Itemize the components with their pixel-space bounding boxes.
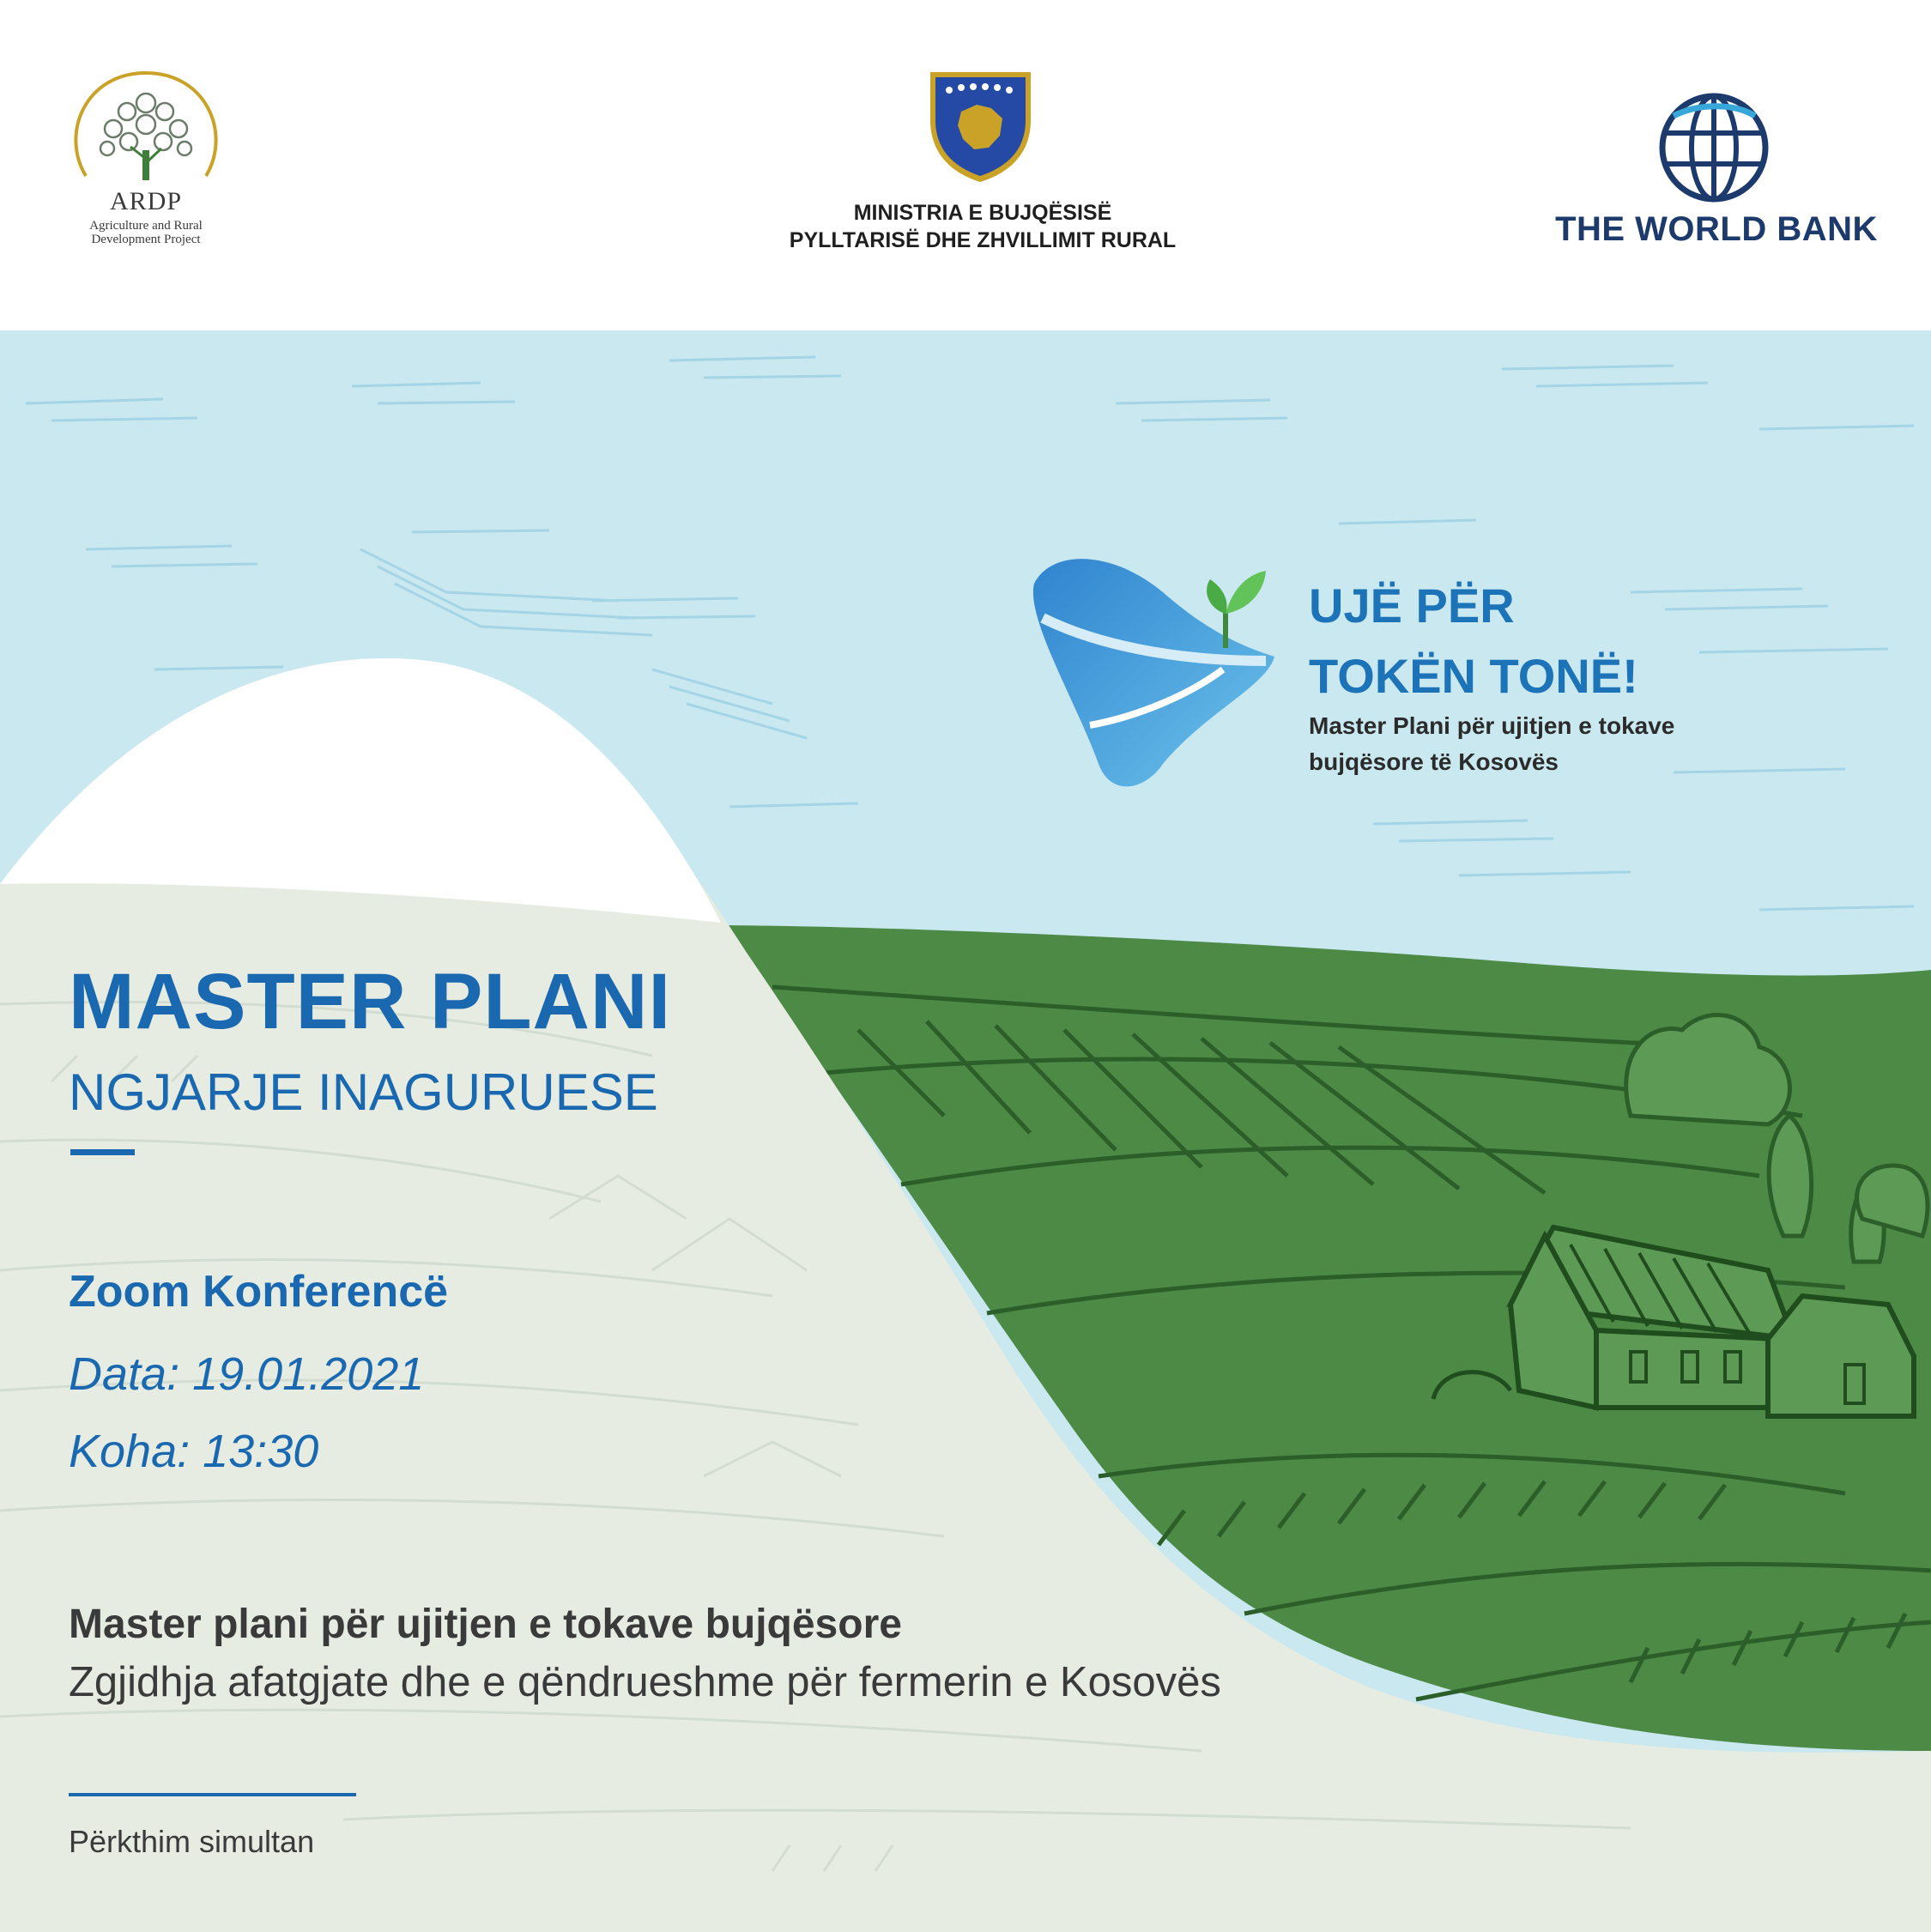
ministry-name-line1: MINISTRIA E BUJQËSISË — [853, 201, 1112, 225]
world-bank-logo-text: THE WORLD BANK — [1555, 210, 1878, 248]
globe-icon — [1656, 90, 1772, 206]
kosovo-coat-of-arms-icon — [927, 69, 1034, 185]
ardp-subtitle — [43, 219, 249, 246]
campaign-slogan-line2: TOKËN TONË! — [1309, 649, 1638, 703]
campaign-slogan-line1: UJË PËR — [1309, 578, 1515, 633]
accent-divider — [70, 1149, 135, 1155]
event-title: MASTER PLANI — [69, 958, 671, 1045]
footer-headline: Master plani për ujitjen e tokave bujqësore — [69, 1602, 902, 1647]
bottom-divider — [69, 1793, 356, 1796]
translation-note: Përkthim simultan — [69, 1824, 315, 1859]
water-drop-sprout-icon — [1017, 541, 1292, 798]
ministry-name — [687, 199, 1279, 254]
ministry-name-line2: PYLLTARISË DHE ZHVILLIMIT RURAL — [789, 228, 1177, 252]
ardp-logo-text: ARDP — [109, 187, 183, 215]
event-subtitle: NGJARJE INAGURUESE — [69, 1063, 658, 1121]
ardp-subtitle-line1: Agriculture and Rural — [89, 219, 203, 233]
campaign-subtitle — [1309, 708, 1674, 780]
event-date: Data: 19.01.2021 — [69, 1348, 425, 1400]
footer-tagline: Zgjidhja afatgjate dhe e qëndrueshme për fermerin e Kosovës — [69, 1659, 1221, 1705]
campaign-subtitle-line1: Master Plani për ujitjen e tokave — [1309, 712, 1675, 739]
ardp-subtitle-line2: Development Project — [91, 233, 201, 246]
campaign-subtitle-line2: bujqësore të Kosovës — [1309, 748, 1559, 775]
event-time: Koha: 13:30 — [69, 1426, 319, 1477]
event-format: Zoom Konferencë — [69, 1267, 449, 1317]
campaign-slogan — [1309, 571, 1638, 712]
